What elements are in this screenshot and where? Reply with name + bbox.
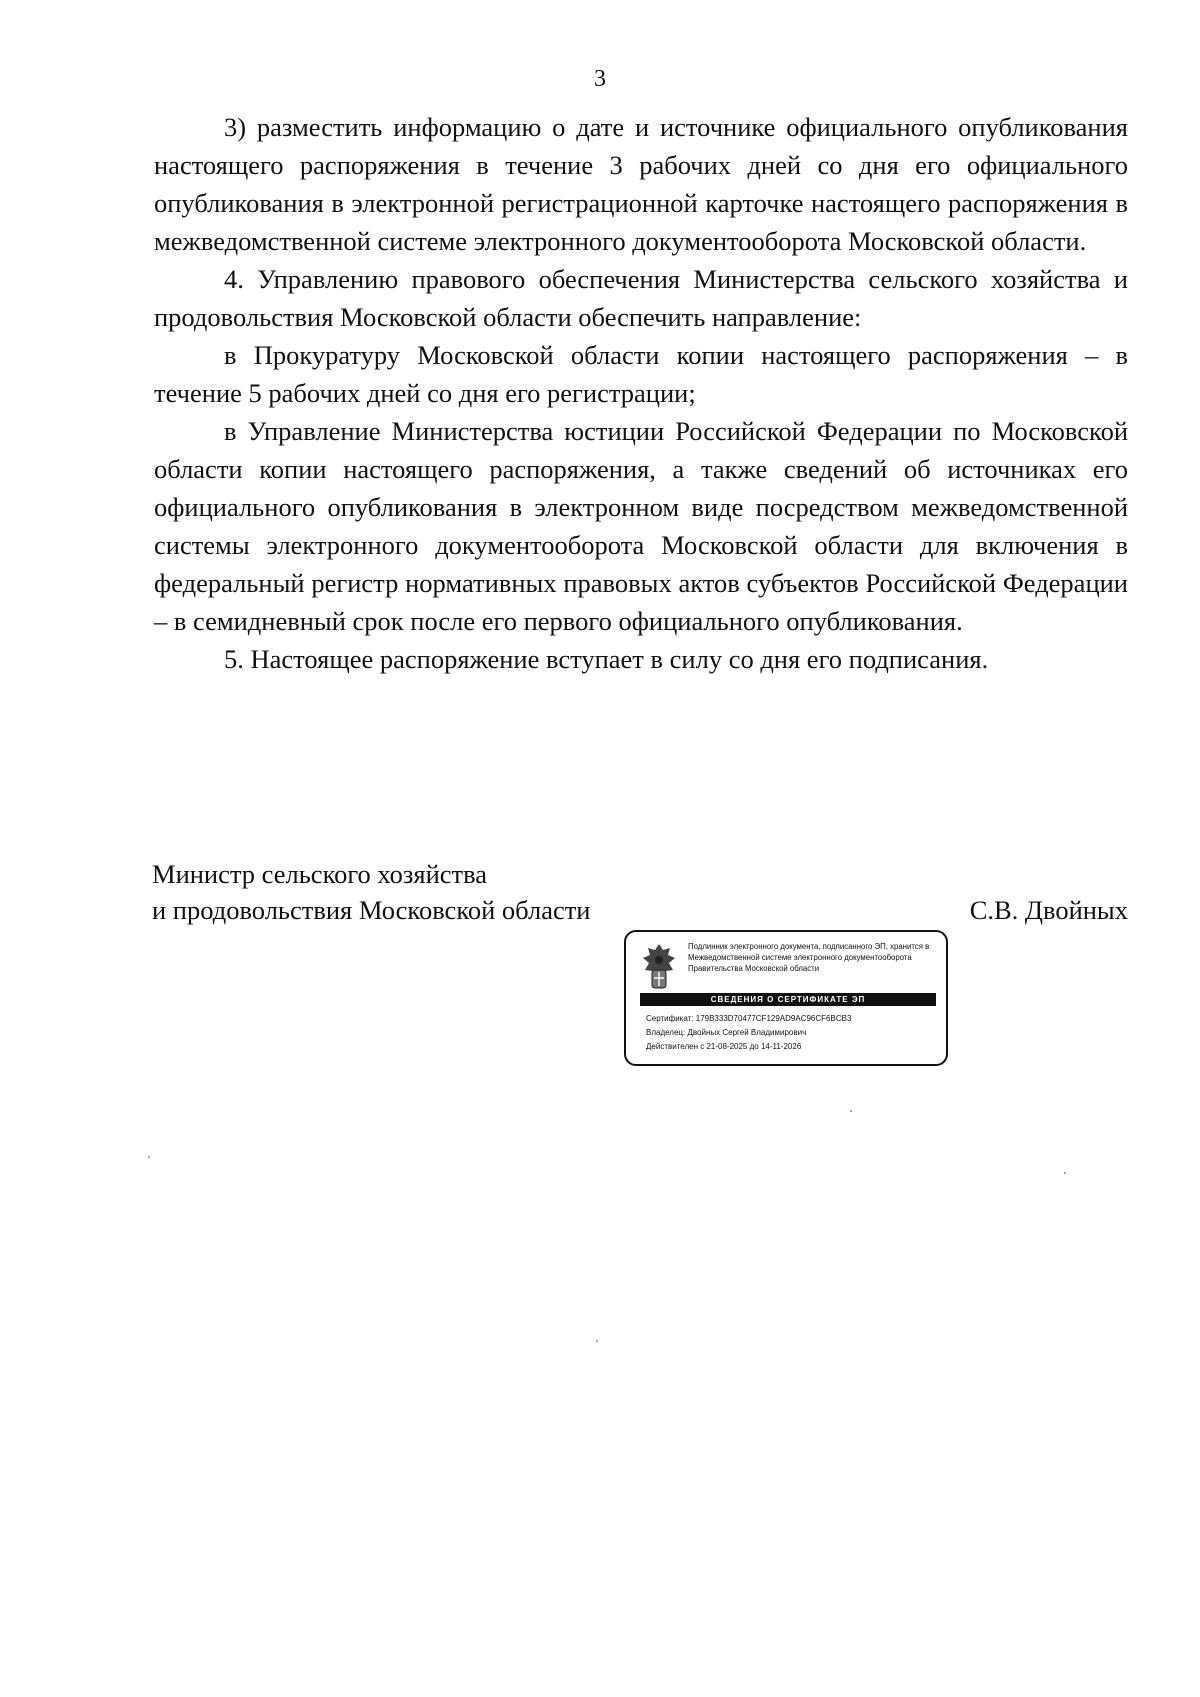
paragraph-4-prosecutor: в Прокуратуру Московской области копии настоящего распоряжения – в течение 5 рабочих дней со дня его регистрации; (154, 340, 1128, 408)
scan-speck (596, 1340, 598, 1342)
signer-position-line1: Министр сельского хозяйства (152, 859, 488, 889)
stamp-certificate: Сертификат: 179B333D70477CF129AD9AC96CF6BCB3 (646, 1014, 852, 1023)
signature-block (152, 856, 1128, 928)
paragraph-4-justice: в Управление Министерства юстиции Российской Федерации по Московской области копии настоящего распоряжения, а также сведений об источниках его официального опубликования в электронном виде посредством межведомственной системы электронного документооборота Московской области для включения в федеральный регистр нормативных правовых актов субъектов Российской Федерации – в семидневный срок после его первого официального опубликования. (154, 416, 1128, 636)
stamp-owner: Владелец: Двойных Сергей Владимирович (646, 1028, 807, 1037)
coat-of-arms-icon (640, 942, 678, 992)
electronic-signature-stamp (624, 930, 948, 1066)
paragraph-3: 3) разместить информацию о дате и источнике официального опубликования настоящего распоряжения в течение 3 рабочих дней со дня его официального опубликования в электронной регистрационной карточке настоящего распоряжения в межведомственной системе электронного документооборота Московской области. (154, 112, 1128, 256)
stamp-header: СВЕДЕНИЯ О СЕРТИФИКАТЕ ЭП (640, 993, 936, 1006)
paragraph-5: 5. Настоящее распоряжение вступает в силу со дня его подписания. (224, 644, 989, 674)
signer-position-line2: и продовольствия Московской области (152, 895, 591, 925)
signer-name: С.В. Двойных (969, 895, 1128, 925)
stamp-validity: Действителен с 21-08-2025 до 14-11-2026 (646, 1042, 802, 1051)
paragraph-4: 4. Управлению правового обеспечения Министерства сельского хозяйства и продовольствия Московской области обеспечить направление: (154, 264, 1128, 332)
scan-speck (850, 1110, 852, 1112)
scan-speck (1064, 1172, 1066, 1174)
document-body (154, 108, 1128, 678)
page-number: 3 (594, 66, 606, 92)
stamp-notice: Подлинник электронного документа, подписанного ЭП, хранится в Межведомственной системе электронного документооборота Правительства Московской области (688, 942, 930, 973)
scan-speck (148, 1156, 150, 1158)
